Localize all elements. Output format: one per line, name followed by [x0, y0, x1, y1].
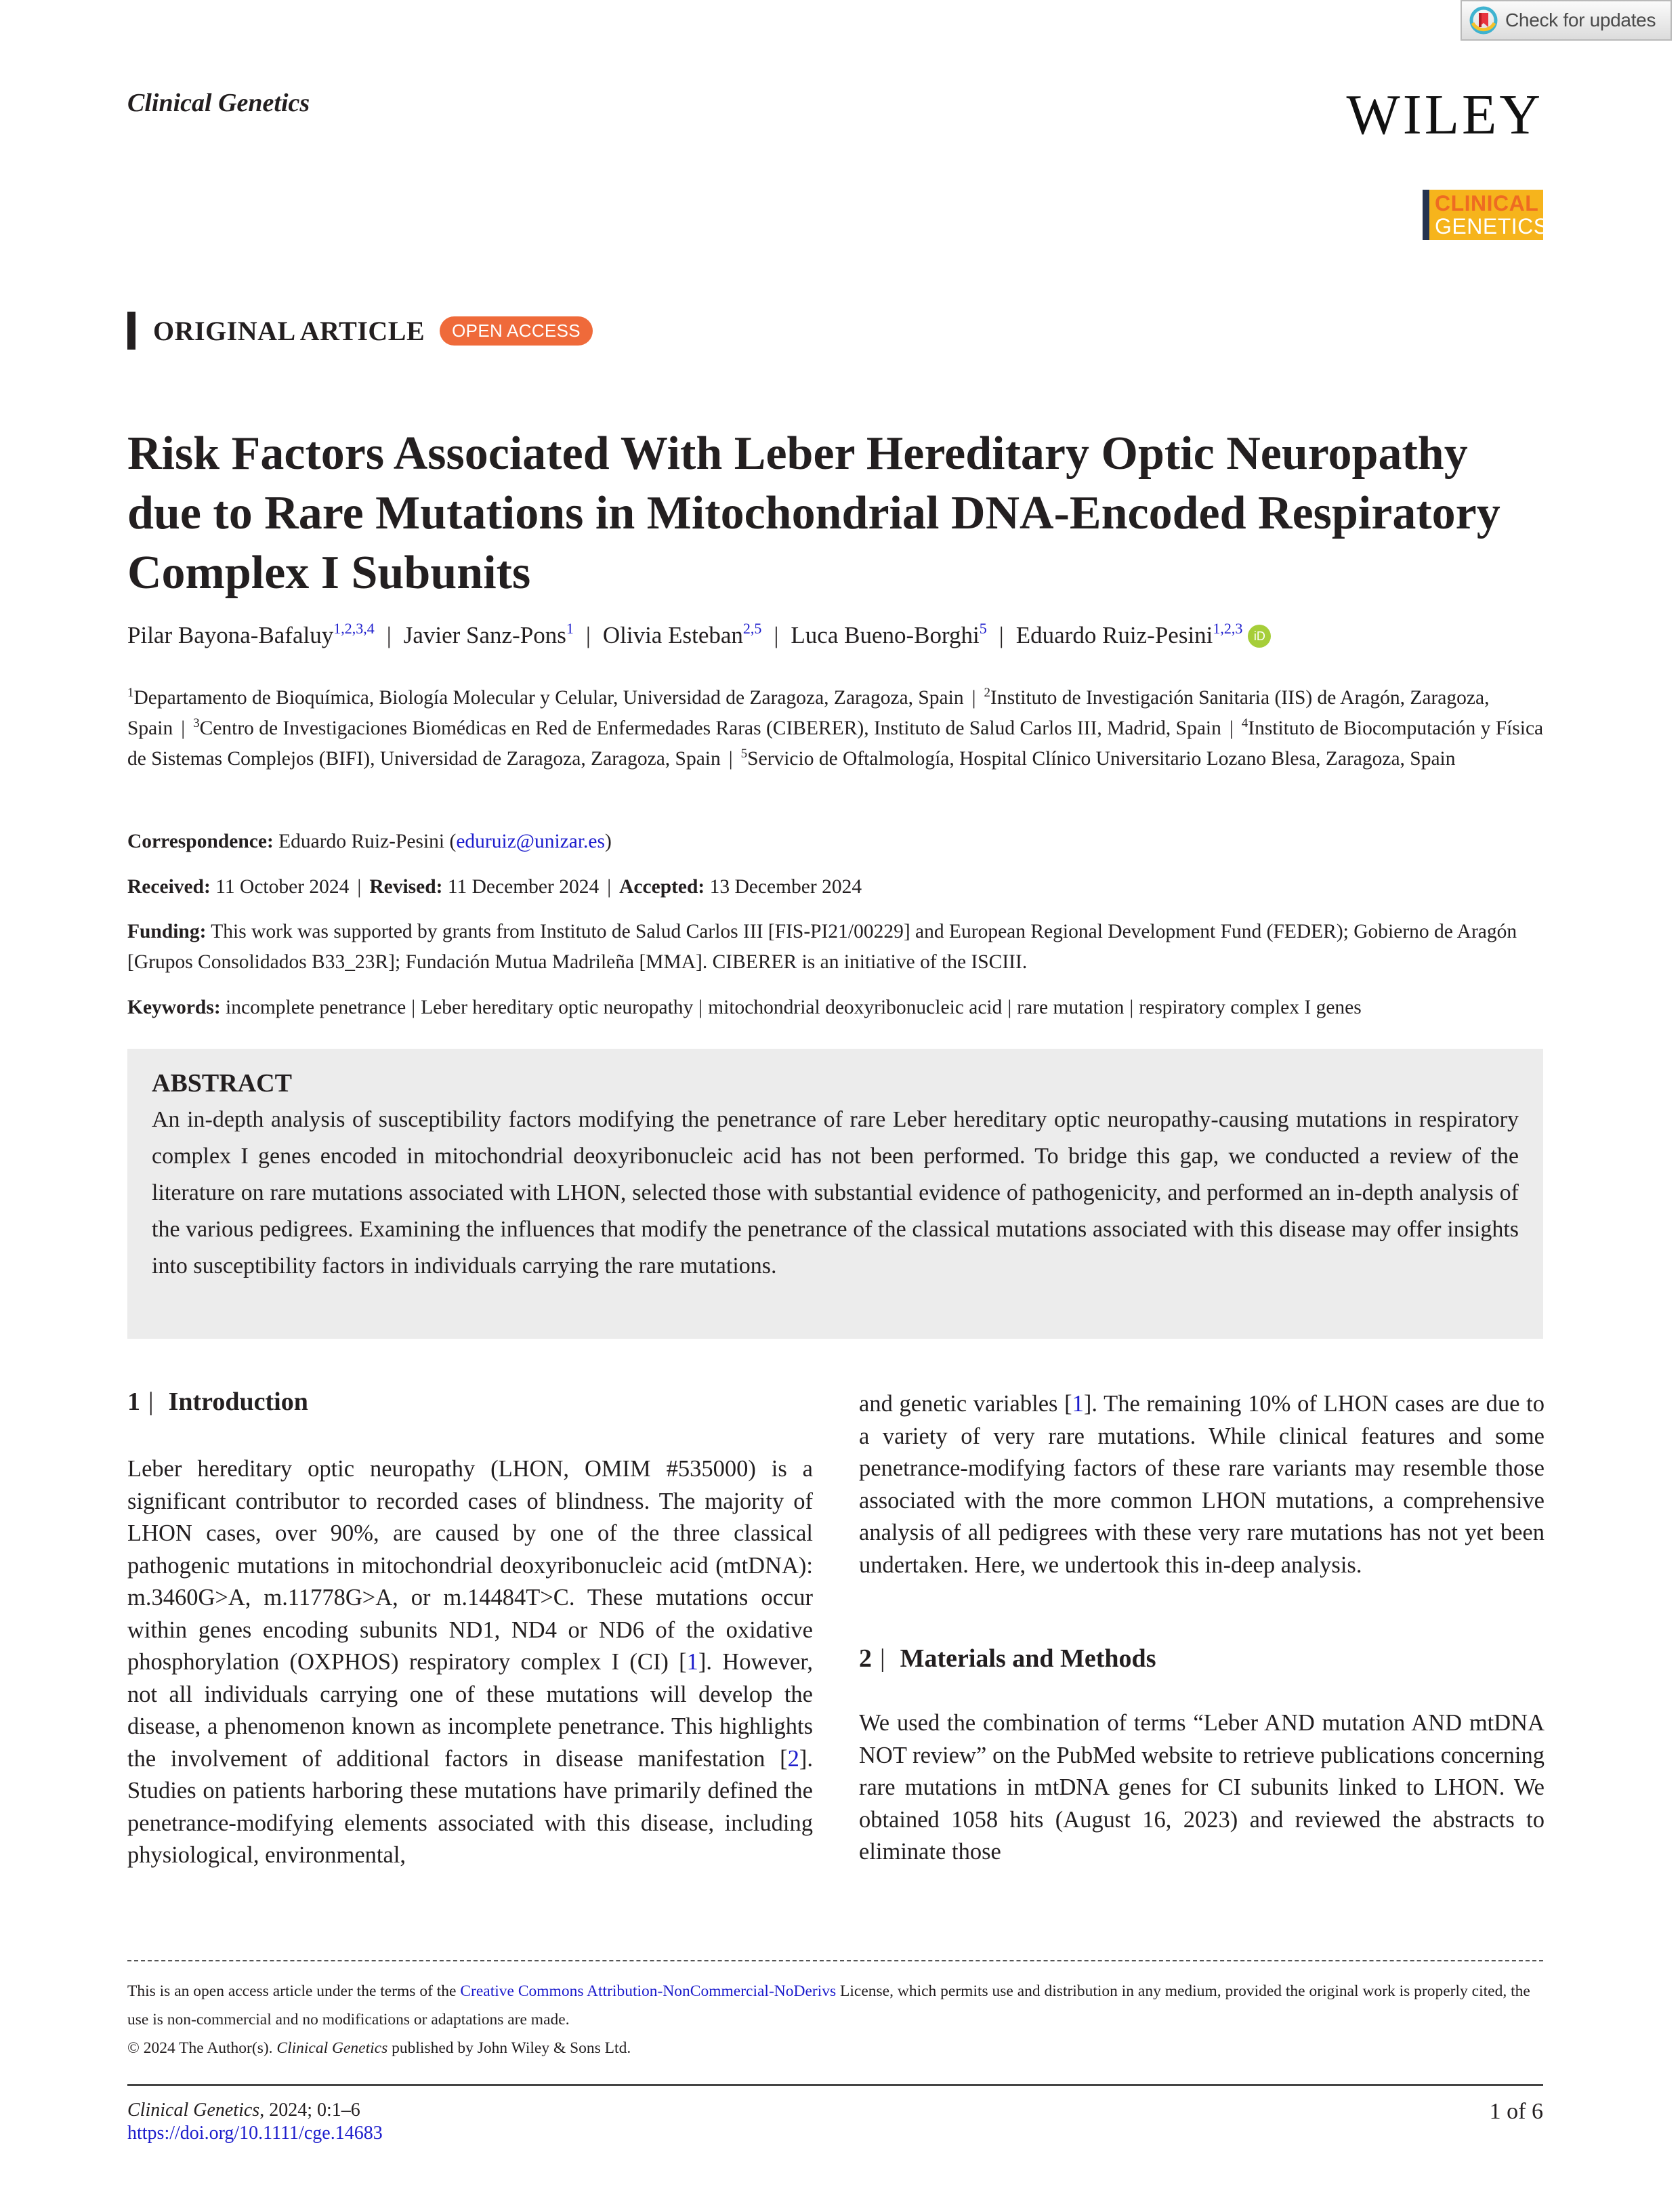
- affiliation-number: 1: [127, 686, 134, 700]
- left-column: [127, 1386, 813, 1872]
- author-name[interactable]: Luca Bueno-Borghi: [791, 622, 980, 648]
- affiliation-number: 5: [740, 747, 748, 761]
- author-affiliation-refs[interactable]: 5: [979, 620, 987, 637]
- correspondence-name: Eduardo Ruiz-Pesini: [278, 831, 445, 852]
- right-column: [859, 1388, 1545, 1869]
- affiliation-text: Centro de Investigaciones Biomédicas en Red de Enfermedades Raras (CIBERER), Instituto de Salud Carlos III, Madrid, Spain: [199, 717, 1221, 739]
- affiliation-text: Instituto de Biocomputación y Física de Sistemas Complejos (BIFI), Universidad de Zaragoza, Zaragoza, Spain: [127, 717, 1544, 770]
- accepted-date: 13 December 2024: [709, 876, 862, 898]
- author-name[interactable]: Pilar Bayona-Bafaluy: [127, 622, 334, 648]
- funding-text: This work was supported by grants from Instituto de Salud Carlos III [FIS-PI21/00229] and European Regional Development Fund (FEDER); Gobierno de Aragón [Grupos Consolidados B33_23R]; Fundación Mutua Madrileña [MMA]. CIBERER is an initiative of the ISCIII.: [127, 921, 1517, 973]
- paragraph-text: ]. However, not all individuals carrying one of these mutations will develop the disease, a phenomenon known as incomplete penetrance. This highlights the involvement of additional factors in disease manifestation [: [127, 1649, 813, 1772]
- check-for-updates-button[interactable]: [1461, 0, 1672, 41]
- section-number: 1: [127, 1388, 140, 1416]
- footer-rule: [127, 2084, 1543, 2086]
- license-link[interactable]: Creative Commons Attribution-NonCommercial-NoDerivs: [460, 1982, 837, 2000]
- orcid-icon[interactable]: iD: [1248, 625, 1271, 648]
- author-affiliation-refs[interactable]: 1: [566, 620, 574, 637]
- correspondence: Correspondence: Eduardo Ruiz-Pesini (eduruiz@unizar.es): [127, 831, 612, 852]
- author-name[interactable]: Olivia Esteban: [602, 622, 743, 648]
- article-type-label: ORIGINAL ARTICLE: [153, 315, 425, 346]
- doi-link[interactable]: https://doi.org/10.1111/cge.14683: [127, 2123, 383, 2144]
- publisher-logo[interactable]: WILEY: [1346, 83, 1543, 146]
- abstract-heading: ABSTRACT: [152, 1069, 292, 1098]
- article-type-bar: [127, 312, 135, 350]
- affiliation-separator: |: [181, 717, 186, 739]
- copyright-journal: Clinical Genetics: [276, 2039, 388, 2057]
- section-heading-introduction: [127, 1386, 813, 1418]
- keyword[interactable]: Leber hereditary optic neuropathy: [421, 997, 694, 1018]
- affiliation-separator: |: [971, 687, 976, 709]
- article-type: [127, 312, 593, 350]
- author-affiliation-refs[interactable]: 2,5: [742, 620, 762, 637]
- accepted-label: Accepted:: [619, 876, 705, 898]
- affiliations: [127, 683, 1550, 774]
- journal-logo-line2: GENETICS: [1435, 214, 1549, 238]
- funding-label: Funding:: [127, 921, 207, 942]
- reference-link[interactable]: 1: [1072, 1391, 1084, 1417]
- author-name[interactable]: Javier Sanz-Pons: [403, 622, 566, 648]
- introduction-paragraph-continued: [859, 1388, 1545, 1581]
- footer-volume: , 2024; 0:1–6: [259, 2100, 360, 2121]
- revised-date: 11 December 2024: [447, 876, 600, 898]
- introduction-paragraph: [127, 1453, 813, 1872]
- section-title: Introduction: [168, 1388, 308, 1416]
- author-separator: |: [386, 622, 392, 648]
- keywords: Keywords: incomplete penetrance | Leber hereditary optic neuropathy | mitochondrial deoxyribonucleic acid | rare mutation | respiratory complex I genes: [127, 997, 1362, 1018]
- affiliation-number: 3: [193, 716, 200, 730]
- correspondence-email-link[interactable]: eduruiz@unizar.es: [456, 831, 605, 852]
- copyright-suffix: published by John Wiley & Sons Ltd.: [387, 2039, 631, 2057]
- keywords-label: Keywords:: [127, 997, 221, 1018]
- section-heading-materials-methods: [859, 1642, 1545, 1675]
- received-label: Received:: [127, 876, 211, 898]
- date-separator: |: [357, 876, 362, 898]
- license-suffix: License, which permits use and distribution in any medium, provided the original work is properly cited, the use is non-commercial and no modifications or adaptations are made.: [127, 1982, 1530, 2028]
- license-notice: [127, 1977, 1543, 2034]
- author-separator: |: [585, 622, 591, 648]
- correspondence-label: Correspondence:: [127, 831, 274, 852]
- affiliation-text: Servicio de Oftalmología, Hospital Clínico Universitario Lozano Blesa, Zaragoza, Spain: [747, 748, 1456, 770]
- bookmark-ring-icon: [1469, 5, 1498, 35]
- section-separator: |: [880, 1644, 885, 1673]
- open-access-badge: OPEN ACCESS: [440, 316, 593, 346]
- section-title: Materials and Methods: [900, 1644, 1156, 1673]
- abstract-text: An in-depth analysis of susceptibility factors modifying the penetrance of rare Leber hereditary optic neuropathy-causing mutations in respiratory complex I genes encoded in mitochondrial deoxyribonucleic acid has not been performed. To bridge this gap, we conducted a review of the literature on rare mutations associated with LHON, selected those with substantial evidence of pathogenicity, and performed an in-depth analysis of the various pedigrees. Examining the influences that modify the penetrance of the classical mutations associated with this disease may offer insights into susceptibility factors in individuals carrying the rare mutations.: [152, 1107, 1519, 1278]
- abstract-box: [127, 1049, 1543, 1339]
- footer-journal: Clinical Genetics: [127, 2100, 260, 2121]
- copyright-prefix: © 2024 The Author(s).: [127, 2039, 277, 2057]
- article-dates: [127, 872, 1550, 902]
- copyright-notice: [127, 2035, 631, 2062]
- reference-link[interactable]: 1: [686, 1649, 698, 1675]
- author-list: [127, 622, 1271, 649]
- keyword[interactable]: rare mutation: [1017, 997, 1125, 1018]
- paragraph-text: Leber hereditary optic neuropathy (LHON, OMIM #535000) is a significant contributor to recorded cases of blindness. The majority of LHON cases, over 90%, are caused by one of the three classical pathogenic mutations in mitochondrial deoxyribonucleic acid (mtDNA): m.3460G>A, m.11778G>A, or m.14484T>C. These mutations occur within genes encoding subunits ND1, ND4 or ND6 of the oxidative phosphorylation (OXPHOS) respiratory complex I (CI) [: [127, 1456, 813, 1675]
- date-separator: |: [607, 876, 612, 898]
- affiliation-number: 4: [1241, 716, 1248, 730]
- author-affiliation-refs[interactable]: 1,2,3,4: [333, 620, 375, 637]
- reference-link[interactable]: 2: [787, 1745, 799, 1772]
- journal-name: Clinical Genetics: [127, 89, 310, 117]
- affiliation-number: 2: [984, 686, 991, 700]
- revised-label: Revised:: [369, 876, 443, 898]
- footer-citation: [127, 2099, 383, 2145]
- footnote-divider: [127, 1960, 1543, 1961]
- author-name[interactable]: Eduardo Ruiz-Pesini: [1015, 622, 1213, 648]
- article-title: Risk Factors Associated With Leber Hereditary Optic Neuropathy due to Rare Mutations in Mitochondrial DNA-Encoded Respiratory Complex I Subunits: [127, 428, 1500, 599]
- keyword[interactable]: incomplete penetrance: [226, 997, 406, 1018]
- journal-logo[interactable]: [1423, 190, 1549, 240]
- paragraph-text: ]. The remaining 10% of LHON cases are due to a variety of very rare mutations. While clinical features and some penetrance-modifying factors of these rare variants may resemble those associated with the more common LHON mutations, a comprehensive analysis of all pedigrees with these very rare mutations has not yet been undertaken. Here, we undertook this in-deep analysis.: [859, 1391, 1545, 1578]
- section-number: 2: [859, 1644, 872, 1673]
- paragraph-text: ]. Studies on patients harboring these mutations have primarily defined the penetrance-modifying elements associated with this disease, including physiological, environmental,: [127, 1745, 813, 1868]
- author-affiliation-refs[interactable]: 1,2,3: [1213, 620, 1243, 637]
- section-separator: |: [148, 1388, 154, 1416]
- affiliation-separator: |: [1229, 717, 1234, 739]
- license-prefix: This is an open access article under the terms of the: [127, 1982, 461, 2000]
- affiliation-text: Instituto de Investigación Sanitaria (IIS) de Aragón, Zaragoza, Spain: [127, 687, 1490, 739]
- keyword[interactable]: mitochondrial deoxyribonucleic acid: [708, 997, 1003, 1018]
- author-separator: |: [774, 622, 779, 648]
- keyword[interactable]: respiratory complex I genes: [1139, 997, 1362, 1018]
- methods-paragraph: We used the combination of terms “Leber AND mutation AND mtDNA NOT review” on the PubMed website to retrieve publications concerning rare mutations in mtDNA genes for CI subunits linked to LHON. We obtained 1058 hits (August 16, 2023) and reviewed the abstracts to eliminate those: [859, 1710, 1545, 1865]
- funding: [127, 917, 1550, 978]
- check-for-updates-label: Check for updates: [1505, 9, 1656, 30]
- paragraph-text: and genetic variables [: [859, 1391, 1072, 1417]
- received-date: 11 October 2024: [215, 876, 350, 898]
- affiliation-text: Departamento de Bioquímica, Biología Molecular y Celular, Universidad de Zaragoza, Zaragoza, Spain: [133, 687, 964, 709]
- journal-logo-line1: CLINICAL: [1435, 191, 1539, 215]
- affiliation-separator: |: [728, 748, 733, 770]
- author-separator: |: [999, 622, 1004, 648]
- page-number: 1 of 6: [1489, 2099, 1543, 2124]
